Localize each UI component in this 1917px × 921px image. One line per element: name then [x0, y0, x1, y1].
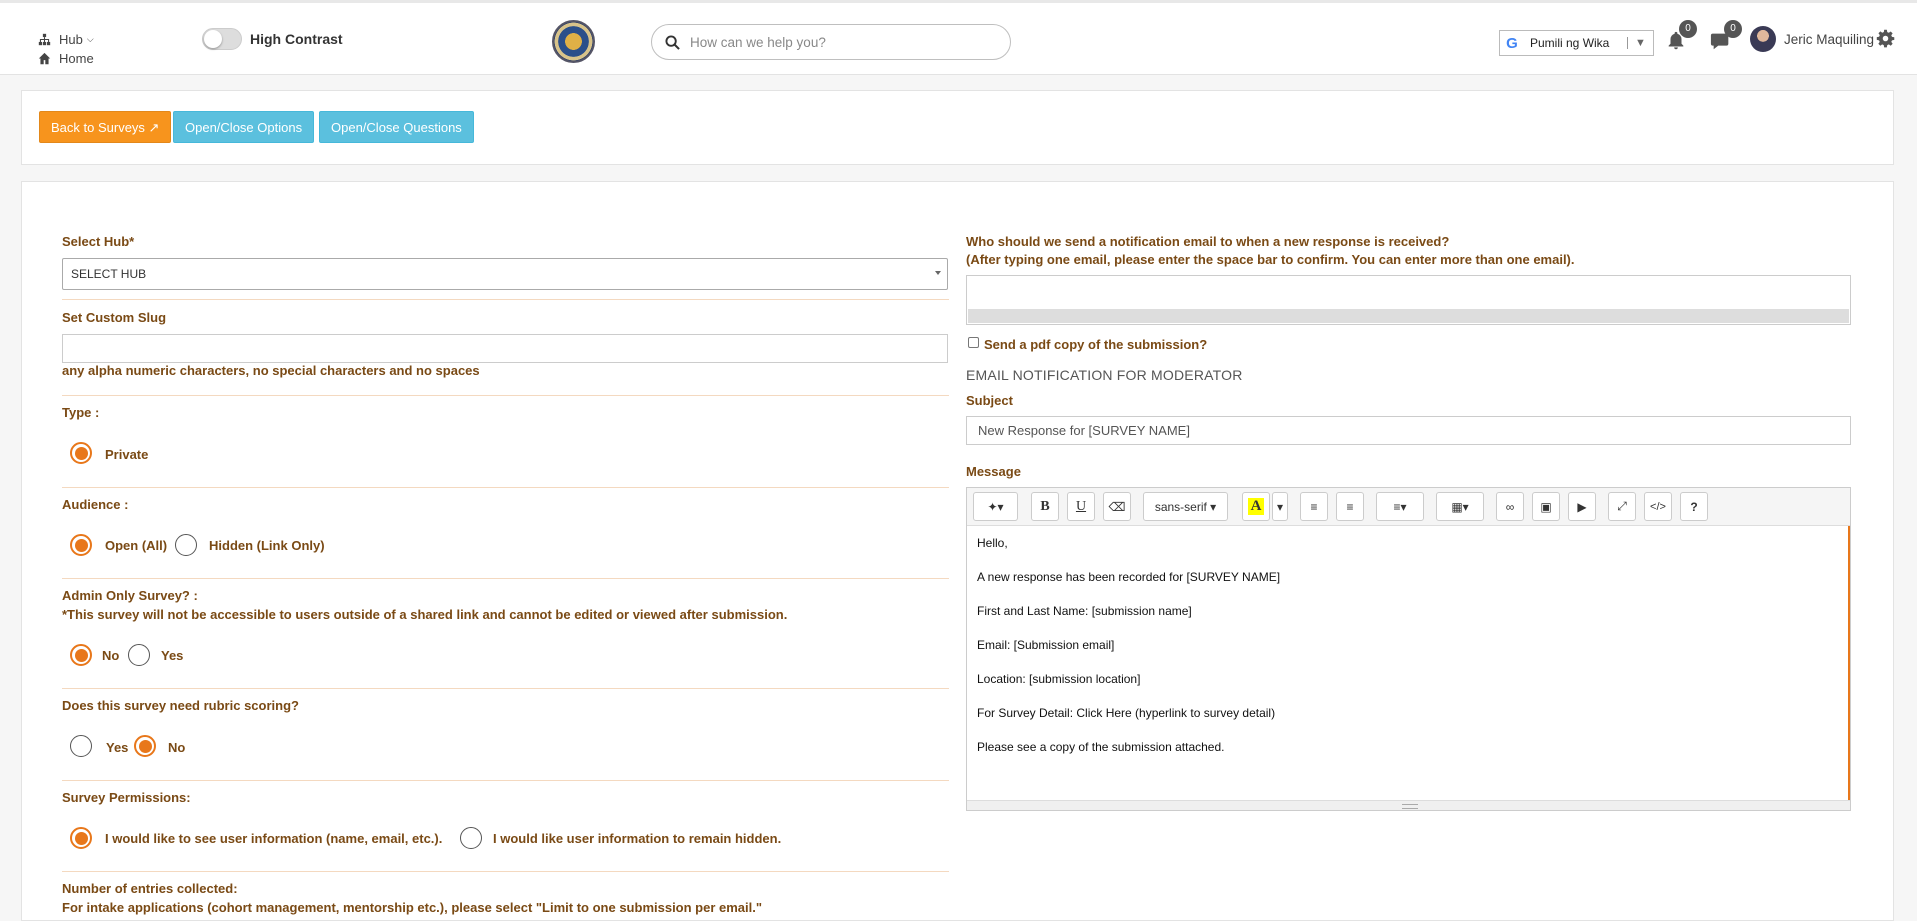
messages-count-badge: 0 [1724, 20, 1742, 38]
video-icon: ▶ [1577, 499, 1587, 514]
help-button[interactable] [1680, 492, 1708, 521]
user-menu[interactable] [1750, 26, 1874, 52]
select-hub-dropdown[interactable] [62, 258, 948, 290]
high-contrast-label: High Contrast [250, 31, 343, 47]
message-line: First and Last Name: [submission name] [977, 604, 1192, 618]
notifications-count-badge: 0 [1679, 20, 1697, 38]
image-icon: ▣ [1540, 499, 1552, 514]
hub-nav [38, 30, 94, 68]
home-label: Home [59, 51, 94, 66]
divider [62, 578, 949, 579]
unordered-list-button[interactable] [1300, 492, 1328, 521]
editor-resize-handle[interactable] [967, 800, 1850, 810]
permissions-hide-label: I would like user information to remain hidden. [493, 831, 782, 846]
code-icon: </> [1650, 500, 1666, 513]
custom-slug-label: Set Custom Slug [62, 310, 167, 325]
paragraph-align-dropdown[interactable] [1376, 492, 1424, 521]
send-pdf-label: Send a pdf copy of the submission? [984, 337, 1208, 352]
home-icon [38, 52, 51, 65]
notifications-button[interactable] [1665, 23, 1691, 54]
message-line: Location: [submission location] [977, 672, 1141, 686]
divider [62, 780, 949, 781]
organization-seal-logo[interactable] [552, 20, 595, 63]
help-icon: ? [1690, 499, 1698, 514]
admin-only-label: Admin Only Survey? : [62, 588, 198, 603]
admin-only-note: *This survey will not be accessible to users outside of a shared link and cannot be edited or viewed after submission. [62, 607, 788, 622]
magic-wand-style-button[interactable] [973, 492, 1018, 521]
rubric-yes-label: Yes [106, 740, 129, 755]
select-hub-value: SELECT HUB [71, 267, 147, 281]
notify-email-label: Who should we send a notification email to when a new response is received? [966, 234, 1450, 249]
custom-slug-hint: any alpha numeric characters, no special characters and no spaces [62, 363, 480, 378]
font-family-value: sans-serif [1154, 499, 1207, 514]
ordered-list-button[interactable] [1336, 492, 1364, 521]
fullscreen-icon: ⤢ [1617, 499, 1627, 513]
google-logo: G [1506, 34, 1518, 52]
search-input[interactable] [690, 35, 980, 50]
link-button[interactable] [1496, 492, 1524, 521]
code-view-button[interactable] [1644, 492, 1672, 521]
subject-label: Subject [966, 393, 1013, 408]
toggle-options-button[interactable]: Open/Close Options [173, 111, 314, 143]
custom-slug-input[interactable] [62, 334, 948, 363]
bold-button[interactable] [1031, 492, 1059, 521]
fullscreen-button[interactable] [1608, 492, 1636, 521]
rubric-label: Does this survey need rubric scoring? [62, 698, 299, 713]
toggle-questions-button[interactable]: Open/Close Questions [319, 111, 474, 143]
message-line: Please see a copy of the submission attached. [977, 740, 1225, 754]
type-private-radio[interactable] [70, 442, 92, 464]
toggle-knob [204, 30, 222, 48]
permissions-label: Survey Permissions: [62, 790, 191, 805]
horizontal-scrollbar[interactable] [968, 309, 1849, 323]
unordered-list-icon: ≡ [1310, 499, 1318, 514]
notify-email-hint: (After typing one email, please enter the space bar to confirm. You can enter more than one email). [966, 252, 1575, 267]
divider [62, 395, 949, 396]
bold-icon: B [1040, 498, 1050, 514]
rubric-yes-radio[interactable] [70, 735, 92, 757]
back-to-surveys-button[interactable]: Back to Surveys ↗ [39, 111, 171, 143]
message-line: A new response has been recorded for [SURVEY NAME] [977, 570, 1281, 584]
admin-only-yes-label: Yes [161, 648, 184, 663]
caret-down-icon [935, 271, 941, 275]
hub-dropdown[interactable] [38, 30, 94, 49]
message-rich-text-editor [966, 487, 1851, 811]
permissions-show-label: I would like to see user information (name, email, etc.). [105, 831, 443, 846]
dropdown-arrow-icon: ▼ [1627, 37, 1653, 49]
subject-input[interactable] [966, 416, 1851, 445]
hub-label: Hub [59, 32, 83, 47]
message-editable-area[interactable] [967, 526, 1850, 800]
language-label: Pumili ng Wika [1530, 36, 1610, 50]
sitemap-icon [38, 33, 51, 46]
gear-icon[interactable] [1876, 29, 1895, 48]
table-dropdown[interactable] [1436, 492, 1484, 521]
video-button[interactable] [1568, 492, 1596, 521]
message-label: Message [966, 464, 1021, 479]
type-private-label: Private [105, 447, 149, 462]
divider [62, 299, 949, 300]
text-color-dropdown[interactable] [1272, 492, 1288, 521]
audience-hidden-radio[interactable] [175, 534, 197, 556]
entries-label: Number of entries collected: [62, 881, 238, 896]
divider [62, 487, 949, 488]
ordered-list-icon: ≡ [1346, 499, 1354, 514]
table-icon: ▦▾ [1451, 499, 1469, 514]
audience-open-radio[interactable] [70, 534, 92, 556]
search-icon [665, 35, 680, 50]
permissions-show-radio[interactable] [70, 827, 92, 849]
magic-wand-icon: ✦▾ [987, 499, 1004, 514]
message-line: Hello, [977, 536, 1008, 550]
message-line: Email: [Submission email] [977, 638, 1115, 652]
user-name: Jeric Maquiling [1784, 31, 1875, 47]
rubric-no-radio[interactable] [134, 735, 156, 757]
admin-only-no-radio[interactable] [70, 644, 92, 666]
eraser-icon: ⌫ [1108, 499, 1126, 514]
text-color-icon: A [1248, 498, 1265, 515]
caret-down-icon: ▾ [1206, 499, 1217, 514]
chevron-down-icon: ⌵ [86, 34, 94, 44]
align-left-icon: ≡▾ [1393, 499, 1407, 514]
high-contrast-toggle[interactable] [202, 28, 242, 50]
type-label: Type : [62, 405, 100, 420]
audience-hidden-label: Hidden (Link Only) [209, 538, 325, 553]
underline-icon: U [1075, 498, 1087, 514]
divider [62, 688, 949, 689]
editor-toolbar [967, 488, 1850, 526]
survey-actions-panel [21, 90, 1894, 165]
underline-button[interactable] [1067, 492, 1095, 521]
messages-button[interactable] [1710, 23, 1736, 54]
caret-down-icon: ▾ [1276, 499, 1284, 514]
home-link[interactable] [38, 49, 94, 68]
permissions-hide-radio[interactable] [460, 827, 482, 849]
avatar [1750, 26, 1776, 52]
text-color-button[interactable] [1242, 492, 1270, 521]
language-selector[interactable] [1499, 30, 1654, 56]
send-pdf-checkbox[interactable] [968, 337, 979, 348]
audience-open-label: Open (All) [105, 538, 168, 553]
image-button[interactable] [1532, 492, 1560, 521]
divider [62, 871, 949, 872]
admin-only-yes-radio[interactable] [128, 644, 150, 666]
link-icon: ∞ [1505, 499, 1515, 514]
entries-note: For intake applications (cohort management, mentorship etc.), please select "Limit to one submission per email." [62, 900, 763, 915]
rubric-no-label: No [168, 740, 186, 755]
font-family-dropdown[interactable] [1143, 492, 1228, 521]
audience-label: Audience : [62, 497, 129, 512]
eraser-button[interactable] [1103, 492, 1131, 521]
search-bar [651, 24, 1011, 60]
admin-only-no-label: No [102, 648, 120, 663]
moderator-email-section-title: EMAIL NOTIFICATION FOR MODERATOR [966, 367, 1243, 383]
notify-email-tag-input[interactable] [966, 275, 1851, 325]
select-hub-label: Select Hub* [62, 234, 135, 249]
message-line: For Survey Detail: Click Here (hyperlink to survey detail) [977, 706, 1276, 720]
high-contrast-control [202, 28, 343, 50]
top-navbar [0, 3, 1917, 75]
